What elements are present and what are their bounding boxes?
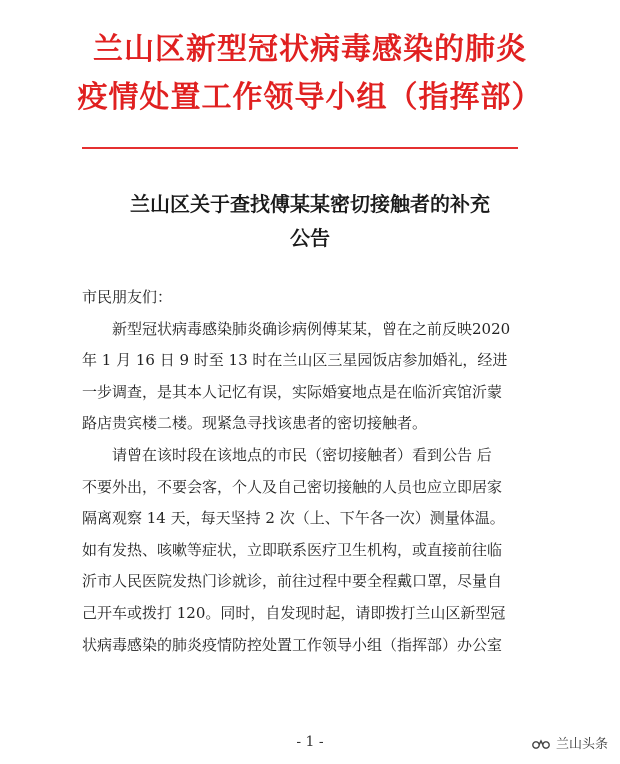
- notice-body: [82, 282, 552, 661]
- body-line: 新型冠状病毒感染肺炎确诊病例傅某某，曾在之前反映2020: [82, 319, 511, 338]
- header-line-1: 兰山区新型冠状病毒感染的肺炎: [93, 32, 527, 67]
- body-line: 隔离观察 14 天，每天坚持 2 次（上、下午各一次）测量体温。: [82, 509, 505, 528]
- header-line-2: 疫情处置工作领导小组（指挥部）: [77, 80, 543, 115]
- page-number: - 1 -: [296, 734, 324, 750]
- body-line: 己开车或拨打 120。同时，自发现时起，请即拨打兰山区新型冠: [82, 603, 506, 622]
- body-line: 沂市人民医院发热门诊就诊，前往过程中要全程戴口罩，尽量自: [82, 572, 503, 591]
- body-line: 不要外出，不要会客，个人及自己密切接触的人员也应立即居家: [82, 477, 503, 496]
- notice-title: [0, 187, 620, 255]
- body-line: 状病毒感染的肺炎疫情防控处置工作领导小组（指挥部）办公室: [82, 635, 503, 654]
- document-header: [0, 26, 620, 122]
- body-line: 路店贵宾楼二楼。现紧急寻找该患者的密切接触者。: [82, 414, 428, 433]
- body-line: 年 1 月 16 日 9 时至 13 时在兰山区三星园饭店参加婚礼，经进: [82, 351, 508, 370]
- header-divider: [82, 147, 518, 149]
- wechat-channel-icon: [531, 736, 551, 750]
- title-line-2: 公告: [290, 226, 330, 250]
- salutation: 市民朋友们：: [82, 288, 173, 306]
- body-line: 一步调查，是其本人记忆有误，实际婚宴地点是在临沂宾馆沂蒙: [82, 382, 503, 401]
- watermark-label: 兰山头条: [555, 737, 608, 752]
- title-line-1: 兰山区关于查找傅某某密切接触者的补充: [130, 192, 490, 216]
- body-line: 如有发热、咳嗽等症状，立即联系医疗卫生机构，或直接前往临: [82, 540, 503, 559]
- source-watermark: [531, 733, 608, 752]
- body-line: 请曾在该时段在该地点的市民（密切接触者）看到公告 后: [82, 445, 492, 464]
